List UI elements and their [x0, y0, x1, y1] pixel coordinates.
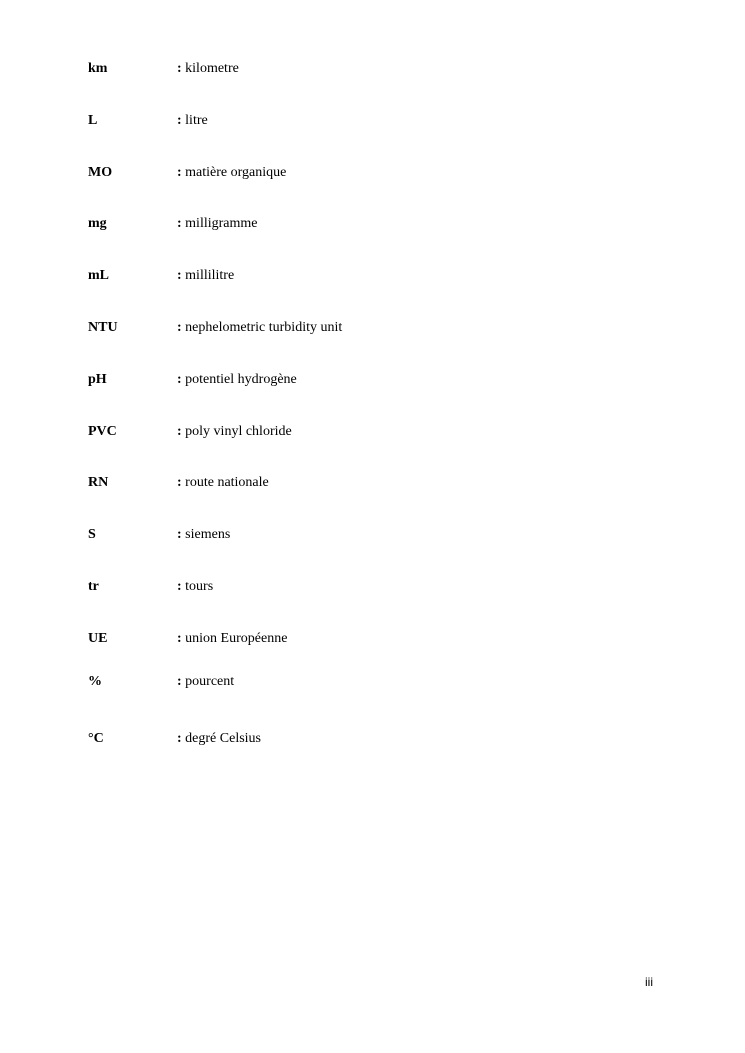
abbreviation-row — [88, 672, 688, 692]
abbreviation-definition — [177, 163, 286, 183]
abbreviation-row — [88, 59, 688, 79]
abbreviation-term: °C — [88, 731, 104, 746]
abbreviation-term: MO — [88, 165, 113, 180]
abbreviation-definition — [177, 266, 234, 286]
abbreviation-row — [88, 473, 688, 493]
colon-separator: : — [177, 579, 182, 594]
abbreviation-term: L — [88, 113, 98, 128]
abbreviation-definition — [177, 672, 234, 692]
colon-separator: : — [177, 113, 182, 128]
definition-text: union Européenne — [185, 631, 288, 646]
definition-text: tours — [185, 579, 214, 594]
abbreviation-row — [88, 525, 688, 545]
definition-text: siemens — [185, 527, 231, 542]
abbreviation-definition — [177, 214, 258, 234]
definition-text: nephelometric turbidity unit — [185, 320, 343, 335]
abbreviation-definition — [177, 59, 239, 79]
abbreviation-definition — [177, 629, 287, 649]
abbreviation-term: pH — [88, 372, 107, 387]
definition-text: millilitre — [185, 268, 235, 283]
abbreviation-term: mL — [88, 268, 109, 283]
definition-text: route nationale — [185, 475, 269, 490]
colon-separator: : — [177, 631, 182, 646]
abbreviation-row — [88, 370, 688, 390]
colon-separator: : — [177, 216, 182, 231]
abbreviation-row — [88, 729, 688, 749]
abbreviation-definition — [177, 729, 261, 749]
colon-separator: : — [177, 268, 182, 283]
definition-text: pourcent — [185, 674, 235, 689]
page-number: iii — [645, 975, 653, 989]
abbreviation-row — [88, 111, 688, 131]
definition-text: matière organique — [185, 165, 287, 180]
abbreviation-term: tr — [88, 579, 99, 594]
abbreviation-term: RN — [88, 475, 109, 490]
abbreviation-definition — [177, 473, 269, 493]
colon-separator: : — [177, 372, 182, 387]
definition-text: litre — [185, 113, 208, 128]
colon-separator: : — [177, 165, 182, 180]
abbreviation-term: mg — [88, 216, 107, 231]
definition-text: milligramme — [185, 216, 258, 231]
abbreviation-row — [88, 163, 688, 183]
abbreviation-term: PVC — [88, 424, 117, 439]
abbreviation-row — [88, 318, 688, 338]
colon-separator: : — [177, 61, 182, 76]
definition-text: kilometre — [185, 61, 239, 76]
colon-separator: : — [177, 320, 182, 335]
abbreviation-definition — [177, 525, 230, 545]
colon-separator: : — [177, 527, 182, 542]
abbreviation-definition — [177, 111, 208, 131]
colon-separator: : — [177, 731, 182, 746]
abbreviation-row — [88, 266, 688, 286]
definition-text: poly vinyl chloride — [185, 424, 292, 439]
abbreviation-row — [88, 629, 688, 649]
abbreviation-definition — [177, 422, 292, 442]
definition-text: degré Celsius — [185, 731, 261, 746]
abbreviation-row — [88, 422, 688, 442]
definition-text: potentiel hydrogène — [185, 372, 297, 387]
colon-separator: : — [177, 475, 182, 490]
abbreviation-term: NTU — [88, 320, 118, 335]
abbreviation-term: km — [88, 61, 108, 76]
abbreviation-definition — [177, 318, 342, 338]
abbreviation-term: UE — [88, 631, 108, 646]
abbreviation-row — [88, 214, 688, 234]
abbreviation-term: % — [88, 674, 102, 689]
abbreviation-row — [88, 577, 688, 597]
abbreviation-term: S — [88, 527, 96, 542]
colon-separator: : — [177, 424, 182, 439]
abbreviation-definition — [177, 577, 213, 597]
abbreviation-definition — [177, 370, 297, 390]
colon-separator: : — [177, 674, 182, 689]
